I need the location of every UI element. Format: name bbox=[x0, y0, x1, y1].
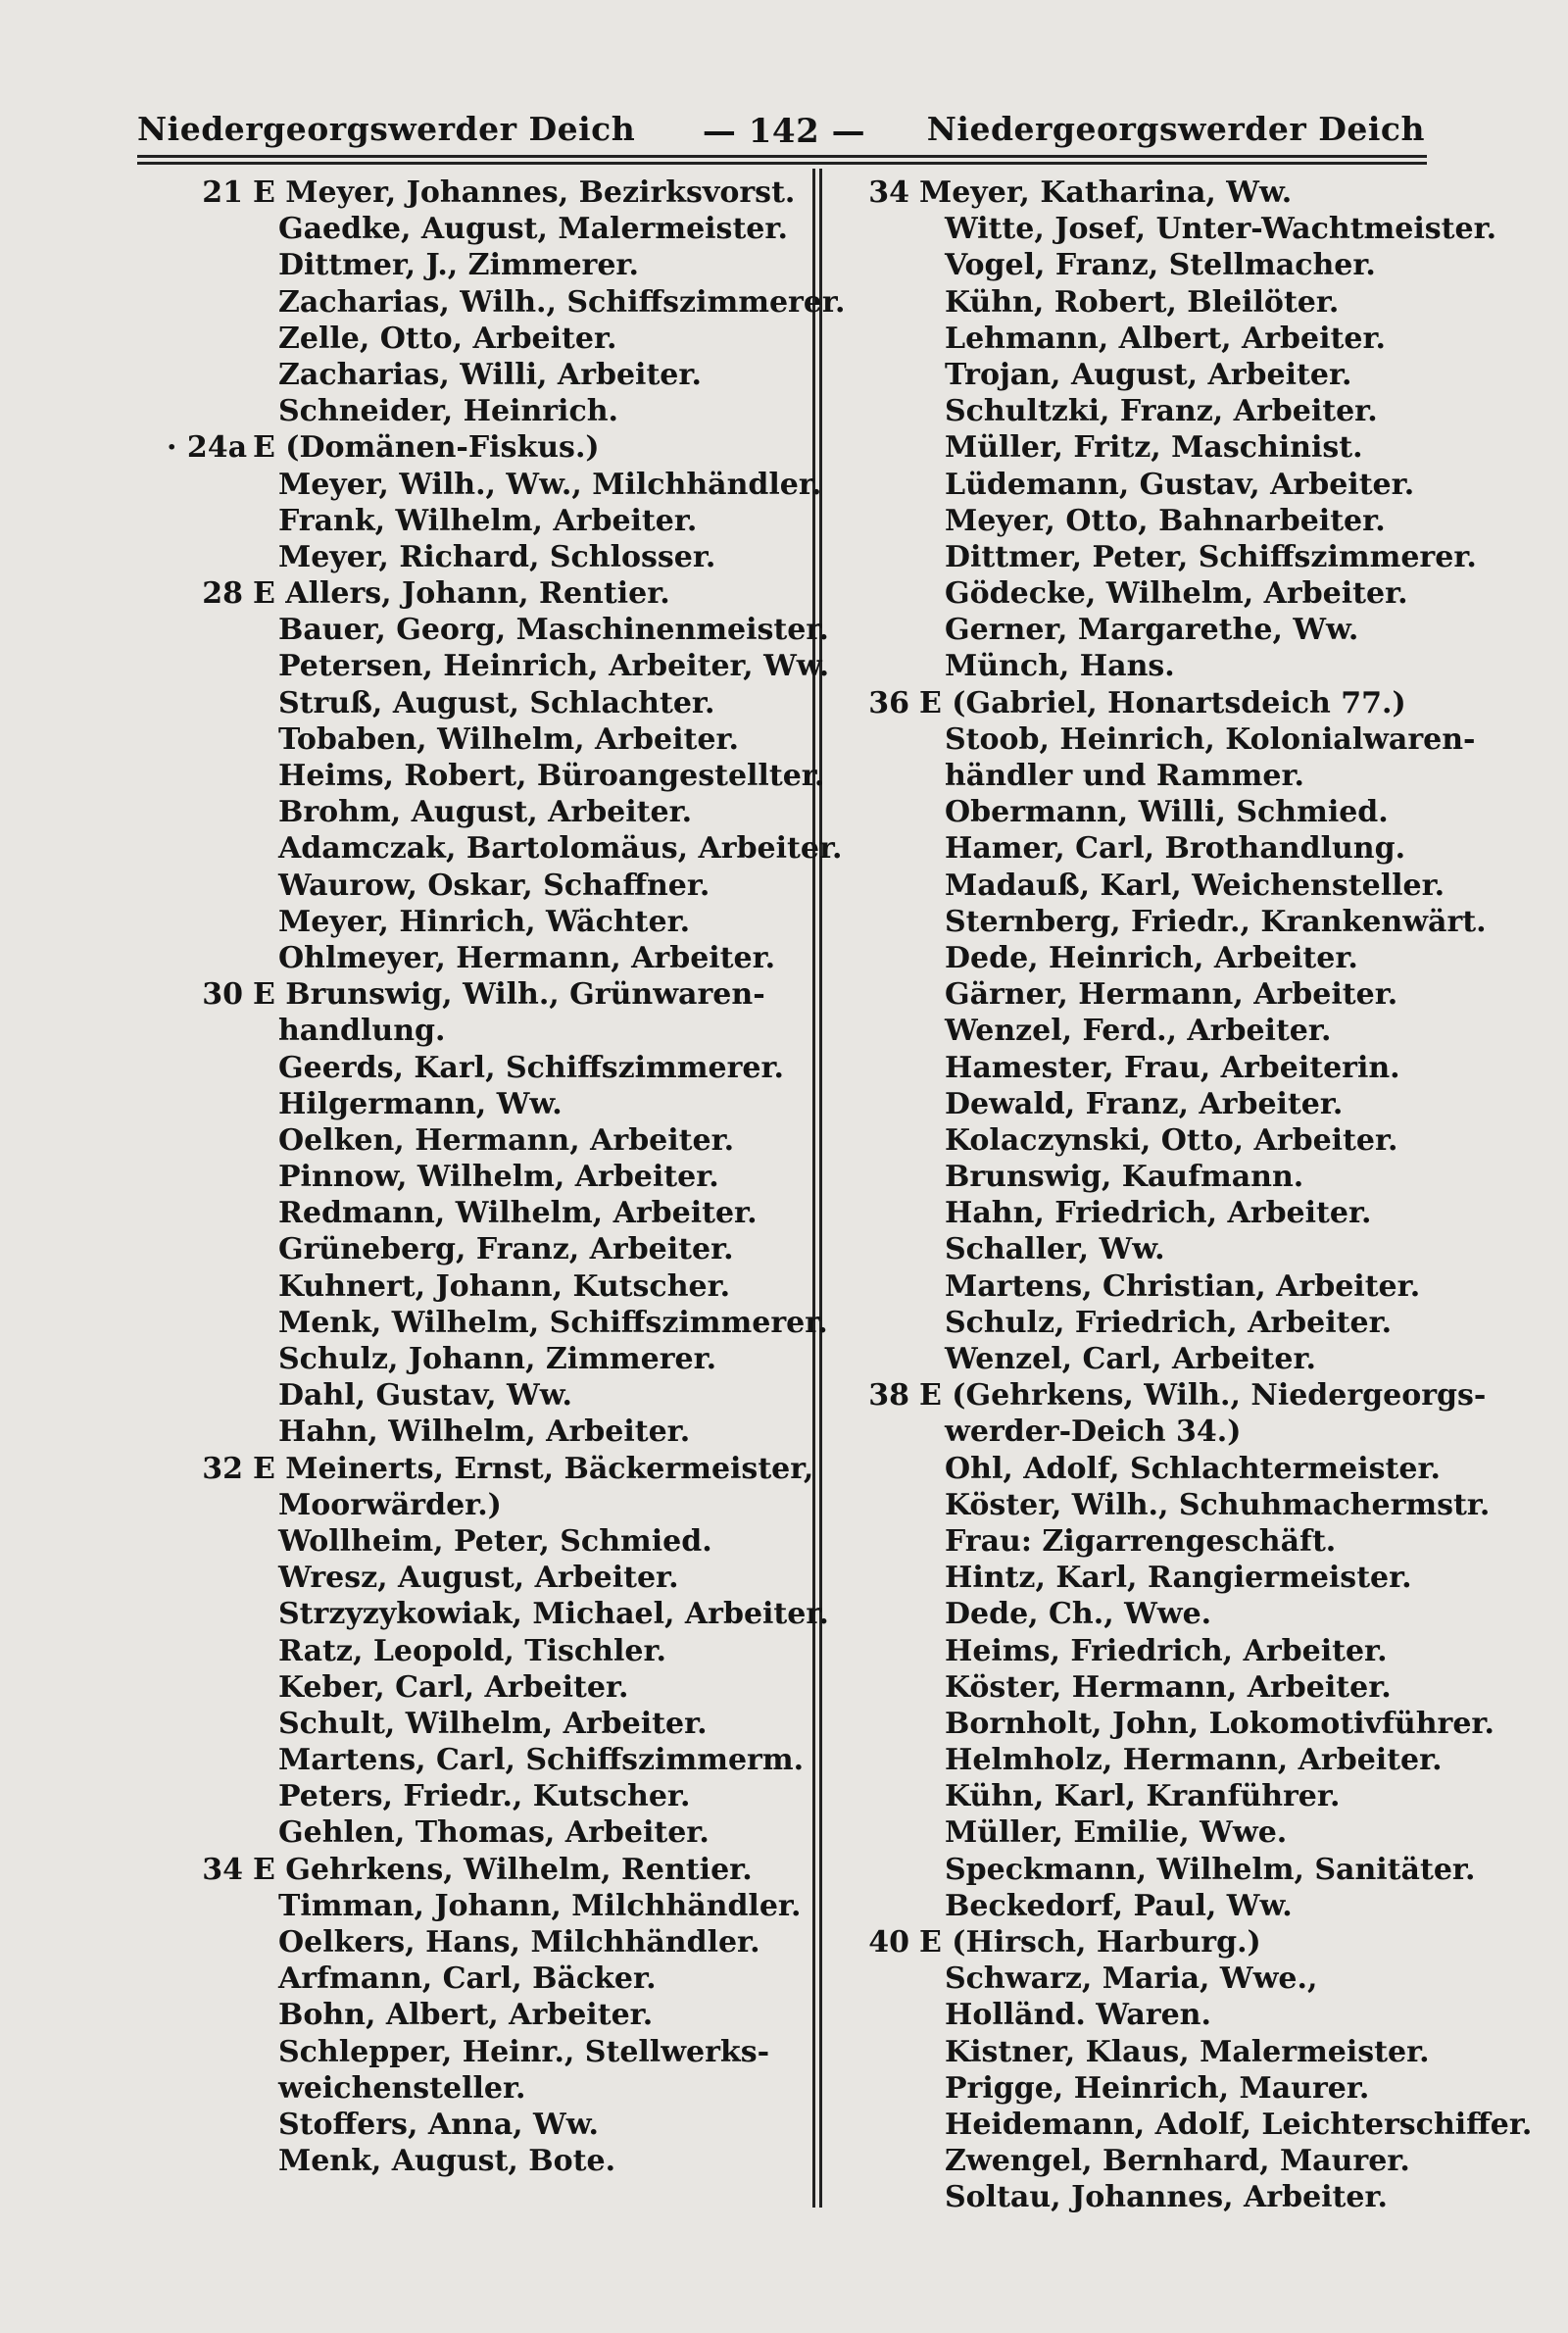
entry-text: Timman, Johann, Milchhändler. bbox=[278, 1888, 802, 1923]
directory-entry bbox=[167, 467, 822, 503]
entry-text: E Meyer, Johannes, Bezirksvorst. bbox=[253, 175, 796, 210]
entry-text: Dittmer, J., Zimmerer. bbox=[278, 248, 639, 283]
entry-text: Stoob, Heinrich, Kolonialwaren- bbox=[945, 721, 1476, 757]
entry-text: Soltau, Johannes, Arbeiter. bbox=[945, 2180, 1388, 2215]
house-number: 34 bbox=[202, 1852, 243, 1887]
entry-text: Helmholz, Hermann, Arbeiter. bbox=[945, 1743, 1443, 1778]
directory-entry bbox=[167, 393, 804, 429]
directory-entry bbox=[833, 1377, 1487, 1414]
directory-entry bbox=[833, 794, 1460, 830]
entry-text: Stoffers, Anna, Ww. bbox=[278, 2107, 599, 2142]
directory-entry bbox=[833, 2034, 1460, 2070]
directory-entry bbox=[833, 758, 1460, 794]
directory-entry bbox=[833, 1122, 1460, 1159]
directory-entry bbox=[167, 1706, 804, 1742]
directory-entry bbox=[167, 1159, 804, 1195]
directory-entry bbox=[167, 2034, 804, 2070]
directory-entry bbox=[833, 2143, 1460, 2179]
entry-text: Hamester, Frau, Arbeiterin. bbox=[945, 1050, 1400, 1085]
entry-text: Holländ. Waren. bbox=[945, 1998, 1211, 2033]
directory-entry bbox=[833, 357, 1460, 393]
entry-text: Oelken, Hermann, Arbeiter. bbox=[278, 1122, 735, 1158]
entry-text: Lehmann, Albert, Arbeiter. bbox=[945, 321, 1386, 356]
directory-entry bbox=[167, 1231, 804, 1267]
entry-text: Kühn, Robert, Bleilöter. bbox=[945, 284, 1340, 320]
directory-entry bbox=[167, 1050, 804, 1086]
directory-entry bbox=[833, 429, 1460, 466]
directory-entry bbox=[167, 2070, 804, 2107]
running-head-left: Niedergeorgswerder Deich bbox=[137, 110, 636, 148]
entry-text: Schwarz, Maria, Wwe., bbox=[945, 1961, 1318, 1997]
directory-entry bbox=[833, 2179, 1460, 2215]
entry-text: Dewald, Franz, Arbeiter. bbox=[945, 1086, 1344, 1121]
directory-entry bbox=[167, 1086, 804, 1122]
directory-entry bbox=[167, 1377, 804, 1414]
directory-entry bbox=[833, 1814, 1460, 1851]
directory-entry bbox=[167, 721, 804, 758]
entry-text: Zelle, Otto, Arbeiter. bbox=[278, 321, 617, 356]
directory-entry bbox=[833, 503, 1460, 539]
entry-text: E Allers, Johann, Rentier. bbox=[253, 576, 670, 612]
entry-text: Hahn, Wilhelm, Arbeiter. bbox=[278, 1415, 691, 1450]
directory-entry bbox=[833, 1487, 1491, 1523]
directory-entry bbox=[167, 211, 804, 247]
directory-entry bbox=[167, 575, 804, 612]
directory-entry bbox=[167, 1341, 804, 1377]
entry-text: Beckedorf, Paul, Ww. bbox=[945, 1888, 1293, 1923]
directory-entry bbox=[833, 612, 1460, 648]
directory-entry bbox=[167, 1814, 804, 1851]
directory-entry bbox=[833, 1778, 1460, 1814]
entry-text: Heims, Robert, Büroangestellter. bbox=[278, 759, 825, 793]
right-column bbox=[833, 174, 1533, 2216]
entry-text: Meyer, Hinrich, Wächter. bbox=[278, 904, 691, 939]
directory-entry bbox=[167, 1742, 804, 1778]
entry-text: E Brunswig, Wilh., Grünwaren- bbox=[253, 977, 765, 1013]
directory-entry bbox=[167, 1013, 804, 1049]
entry-text: Ratz, Leopold, Tischler. bbox=[278, 1633, 666, 1668]
entry-text: Ohlmeyer, Hermann, Arbeiter. bbox=[278, 940, 776, 975]
entry-text: E (Hirsch, Harburg.) bbox=[919, 1925, 1261, 1960]
directory-entry bbox=[167, 2143, 804, 2179]
directory-entry bbox=[833, 1669, 1460, 1706]
entry-text: Redmann, Wilhelm, Arbeiter. bbox=[278, 1196, 758, 1231]
entry-text: Keber, Carl, Arbeiter. bbox=[278, 1669, 629, 1705]
directory-entry bbox=[833, 1414, 1460, 1450]
entry-text: Hahn, Friedrich, Arbeiter. bbox=[945, 1196, 1372, 1231]
directory-entry bbox=[833, 940, 1460, 976]
directory-entry bbox=[833, 1924, 1460, 1961]
running-head-right: Niedergeorgswerder Deich bbox=[926, 110, 1425, 148]
house-number: 40 bbox=[868, 1925, 909, 1960]
directory-entry bbox=[167, 1596, 829, 1632]
entry-text: Wenzel, Ferd., Arbeiter. bbox=[945, 1014, 1332, 1049]
entry-text: Arfmann, Carl, Bäcker. bbox=[278, 1961, 657, 1997]
entry-text: Geerds, Karl, Schiffszimmerer. bbox=[278, 1050, 785, 1085]
entry-text: Schneider, Heinrich. bbox=[278, 394, 618, 429]
directory-entry bbox=[167, 1961, 804, 1997]
directory-entry bbox=[833, 2070, 1460, 2107]
entry-text: Kühn, Karl, Kranführer. bbox=[945, 1779, 1341, 1814]
entry-text: Gaedke, August, Malermeister. bbox=[278, 212, 788, 247]
entry-text: Vogel, Franz, Stellmacher. bbox=[945, 248, 1376, 283]
left-column bbox=[167, 174, 846, 2179]
directory-entry bbox=[167, 940, 804, 976]
directory-entry bbox=[167, 1560, 804, 1596]
entry-text: Martens, Christian, Arbeiter. bbox=[945, 1268, 1421, 1304]
entry-text: Frank, Wilhelm, Arbeiter. bbox=[278, 503, 698, 538]
directory-entry bbox=[833, 247, 1460, 283]
entry-text: Obermann, Willi, Schmied. bbox=[945, 795, 1389, 830]
house-number: 36 bbox=[868, 685, 909, 720]
directory-entry bbox=[833, 1596, 1460, 1632]
entry-text: werder-Deich 34.) bbox=[945, 1415, 1242, 1450]
entry-text: Gödecke, Wilhelm, Arbeiter. bbox=[945, 576, 1408, 612]
directory-entry bbox=[833, 211, 1497, 247]
entry-text: Münch, Hans. bbox=[945, 649, 1175, 684]
directory-entry bbox=[833, 685, 1460, 721]
directory-entry bbox=[167, 539, 804, 575]
directory-entry bbox=[167, 1997, 804, 2033]
entry-text: Sternberg, Friedr., Krankenwärt. bbox=[945, 904, 1487, 939]
entry-text: Köster, Wilh., Schuhmachermstr. bbox=[945, 1487, 1491, 1522]
directory-entry bbox=[167, 830, 843, 867]
directory-entry bbox=[833, 1961, 1460, 1997]
entry-text: weichensteller. bbox=[278, 2070, 526, 2106]
house-number: 32 bbox=[202, 1451, 243, 1486]
directory-entry bbox=[833, 1706, 1494, 1742]
directory-entry bbox=[833, 976, 1460, 1013]
entry-text: Lüdemann, Gustav, Arbeiter. bbox=[945, 467, 1415, 502]
entry-text: Moorwärder.) bbox=[278, 1487, 502, 1522]
entry-text: Tobaben, Wilhelm, Arbeiter. bbox=[278, 721, 739, 757]
directory-entry bbox=[167, 1523, 804, 1560]
directory-entry bbox=[833, 1451, 1460, 1487]
directory-entry bbox=[167, 648, 830, 684]
directory-entry bbox=[167, 1195, 804, 1231]
entry-text: E (Domänen-Fiskus.) bbox=[253, 430, 600, 466]
house-number: 30 bbox=[202, 977, 243, 1013]
directory-entry bbox=[833, 393, 1460, 429]
directory-entry bbox=[833, 1159, 1460, 1195]
directory-entry bbox=[833, 1997, 1460, 2033]
directory-entry bbox=[833, 1050, 1460, 1086]
entry-text: Kistner, Klaus, Malermeister. bbox=[945, 2034, 1430, 2069]
entry-text: Zacharias, Wilh., Schiffszimmerer. bbox=[278, 284, 846, 320]
entry-text: E (Gehrkens, Wilh., Niedergeorgs- bbox=[919, 1378, 1487, 1414]
directory-entry bbox=[167, 868, 804, 904]
entry-text: Wenzel, Carl, Arbeiter. bbox=[945, 1342, 1316, 1376]
directory-entry bbox=[833, 575, 1460, 612]
entry-text: Oelkers, Hans, Milchhändler. bbox=[278, 1925, 760, 1960]
directory-entry bbox=[167, 429, 804, 466]
directory-entry bbox=[167, 1778, 804, 1814]
house-number: 38 bbox=[868, 1378, 909, 1414]
directory-entry bbox=[167, 503, 804, 539]
header-rule-bottom bbox=[137, 162, 1427, 165]
entry-text: Adamczak, Bartolomäus, Arbeiter. bbox=[278, 831, 843, 867]
directory-entry bbox=[167, 1451, 814, 1487]
entry-text: Gehlen, Thomas, Arbeiter. bbox=[278, 1815, 710, 1851]
directory-entry bbox=[167, 2107, 804, 2143]
house-number: 28 bbox=[202, 576, 243, 612]
entry-text: Petersen, Heinrich, Arbeiter, Ww. bbox=[278, 649, 830, 684]
entry-text: Wresz, August, Arbeiter. bbox=[278, 1561, 679, 1596]
entry-text: E Meinerts, Ernst, Bäckermeister, bbox=[253, 1451, 814, 1486]
entry-text: Bornholt, John, Lokomotivführer. bbox=[945, 1706, 1494, 1741]
house-number: 21 bbox=[202, 175, 243, 210]
directory-entry bbox=[167, 1924, 804, 1961]
directory-entry bbox=[167, 685, 804, 721]
directory-entry bbox=[833, 904, 1487, 940]
entry-text: Menk, Wilhelm, Schiffszimmerer. bbox=[278, 1305, 828, 1340]
entry-text: Hintz, Karl, Rangiermeister. bbox=[945, 1561, 1412, 1596]
directory-entry bbox=[167, 1888, 804, 1924]
directory-entry bbox=[833, 1086, 1460, 1122]
directory-entry bbox=[167, 357, 804, 393]
directory-entry bbox=[833, 648, 1460, 684]
entry-text: Zwengel, Bernhard, Maurer. bbox=[945, 2144, 1410, 2179]
entry-text: E Gehrkens, Wilhelm, Rentier. bbox=[253, 1852, 753, 1887]
entry-text: händler und Rammer. bbox=[945, 759, 1304, 793]
entry-text: Müller, Fritz, Maschinist. bbox=[945, 430, 1363, 466]
directory-entry bbox=[833, 1633, 1460, 1669]
directory-entry bbox=[167, 321, 804, 357]
directory-entry bbox=[833, 1523, 1460, 1560]
header-rule-top bbox=[137, 155, 1427, 158]
entry-text: Hamer, Carl, Brothandlung. bbox=[945, 831, 1406, 867]
entry-text: Waurow, Oskar, Schaffner. bbox=[278, 868, 710, 903]
directory-entry bbox=[833, 868, 1460, 904]
directory-entry bbox=[167, 1633, 804, 1669]
page-number: — 142 — bbox=[702, 112, 866, 151]
entry-text: Heims, Friedrich, Arbeiter. bbox=[945, 1633, 1388, 1668]
directory-entry bbox=[833, 721, 1476, 758]
entry-text: Heidemann, Adolf, Leichterschiffer. bbox=[945, 2107, 1533, 2142]
directory-entry bbox=[833, 1852, 1476, 1888]
directory-entry bbox=[833, 1305, 1460, 1341]
entry-text: Bauer, Georg, Maschinenmeister. bbox=[278, 613, 829, 648]
entry-text: Witte, Josef, Unter-Wachtmeister. bbox=[945, 212, 1497, 247]
directory-entry bbox=[167, 758, 825, 794]
entry-text: Müller, Emilie, Wwe. bbox=[945, 1815, 1288, 1851]
entry-text: Madauß, Karl, Weichensteller. bbox=[945, 868, 1446, 903]
entry-text: Ohl, Adolf, Schlachtermeister. bbox=[945, 1451, 1441, 1486]
entry-text: Kolaczynski, Otto, Arbeiter. bbox=[945, 1122, 1398, 1158]
entry-text: Gärner, Hermann, Arbeiter. bbox=[945, 977, 1398, 1013]
directory-entry bbox=[167, 1305, 828, 1341]
entry-text: Meyer, Otto, Bahnarbeiter. bbox=[945, 503, 1386, 538]
directory-entry bbox=[833, 830, 1460, 867]
directory-entry bbox=[833, 1560, 1460, 1596]
entry-text: Peters, Friedr., Kutscher. bbox=[278, 1779, 691, 1814]
entry-text: Martens, Carl, Schiffszimmerm. bbox=[278, 1743, 805, 1778]
entry-text: Dahl, Gustav, Ww. bbox=[278, 1378, 572, 1414]
directory-entry bbox=[167, 284, 846, 321]
directory-entry bbox=[167, 794, 804, 830]
directory-entry bbox=[833, 1888, 1460, 1924]
directory-entry bbox=[833, 2107, 1533, 2143]
directory-entry bbox=[833, 1231, 1460, 1267]
directory-entry bbox=[167, 612, 829, 648]
directory-entry bbox=[833, 467, 1460, 503]
directory-entry bbox=[167, 1852, 804, 1888]
entry-text: Dede, Ch., Wwe. bbox=[945, 1597, 1212, 1632]
directory-entry bbox=[167, 976, 804, 1013]
entry-text: Hilgermann, Ww. bbox=[278, 1086, 563, 1121]
entry-text: Trojan, August, Arbeiter. bbox=[945, 357, 1352, 392]
entry-text: Meyer, Richard, Schlosser. bbox=[278, 539, 716, 574]
entry-text: Kuhnert, Johann, Kutscher. bbox=[278, 1268, 731, 1304]
directory-entry bbox=[833, 1742, 1460, 1778]
directory-entry bbox=[167, 904, 804, 940]
directory-entry bbox=[833, 539, 1477, 575]
entry-text: Struß, August, Schlachter. bbox=[278, 685, 715, 720]
directory-entry bbox=[167, 1268, 804, 1305]
entry-text: Strzyzykowiak, Michael, Arbeiter. bbox=[278, 1597, 829, 1632]
entry-text: Gerner, Margarethe, Ww. bbox=[945, 613, 1359, 648]
entry-text: Schult, Wilhelm, Arbeiter. bbox=[278, 1706, 708, 1741]
entry-text: Pinnow, Wilhelm, Arbeiter. bbox=[278, 1160, 719, 1195]
entry-text: Brunswig, Kaufmann. bbox=[945, 1160, 1304, 1195]
directory-entry bbox=[833, 284, 1460, 321]
entry-text: handlung. bbox=[278, 1014, 446, 1049]
entry-text: Schulz, Johann, Zimmerer. bbox=[278, 1342, 717, 1376]
entry-text: Menk, August, Bote. bbox=[278, 2144, 616, 2179]
directory-entry bbox=[833, 1341, 1460, 1377]
entry-text: Schlepper, Heinr., Stellwerks- bbox=[278, 2034, 770, 2069]
directory-entry bbox=[833, 1195, 1460, 1231]
house-number: 34 bbox=[868, 175, 909, 210]
directory-entry bbox=[833, 174, 1460, 211]
directory-entry bbox=[167, 174, 804, 211]
entry-text: Köster, Hermann, Arbeiter. bbox=[945, 1669, 1392, 1705]
entry-text: Prigge, Heinrich, Maurer. bbox=[945, 2070, 1370, 2106]
entry-text: Dittmer, Peter, Schiffszimmerer. bbox=[945, 539, 1477, 574]
directory-entry bbox=[167, 247, 804, 283]
house-number: · 24a bbox=[167, 430, 248, 466]
directory-entry bbox=[167, 1414, 804, 1450]
directory-entry bbox=[167, 1669, 804, 1706]
entry-text: Schultzki, Franz, Arbeiter. bbox=[945, 394, 1378, 429]
directory-entry bbox=[167, 1487, 804, 1523]
entry-text: Brohm, August, Arbeiter. bbox=[278, 795, 693, 830]
entry-text: Meyer, Wilh., Ww., Milchhändler. bbox=[278, 467, 822, 502]
entry-text: Schulz, Friedrich, Arbeiter. bbox=[945, 1305, 1393, 1340]
entry-text: Grüneberg, Franz, Arbeiter. bbox=[278, 1232, 734, 1267]
entry-text: Dede, Heinrich, Arbeiter. bbox=[945, 940, 1358, 975]
entry-text: Speckmann, Wilhelm, Sanitäter. bbox=[945, 1852, 1476, 1887]
entry-text: Meyer, Katharina, Ww. bbox=[919, 175, 1293, 210]
entry-text: Schaller, Ww. bbox=[945, 1232, 1165, 1267]
entry-text: Zacharias, Willi, Arbeiter. bbox=[278, 357, 702, 392]
directory-entry bbox=[167, 1122, 804, 1159]
entry-text: Wollheim, Peter, Schmied. bbox=[278, 1523, 712, 1559]
entry-text: E (Gabriel, Honartsdeich 77.) bbox=[919, 685, 1406, 720]
directory-entry bbox=[833, 1268, 1460, 1305]
directory-entry bbox=[833, 321, 1460, 357]
entry-text: Frau: Zigarrengeschäft. bbox=[945, 1523, 1337, 1559]
entry-text: Bohn, Albert, Arbeiter. bbox=[278, 1998, 654, 2033]
directory-entry bbox=[833, 1013, 1460, 1049]
